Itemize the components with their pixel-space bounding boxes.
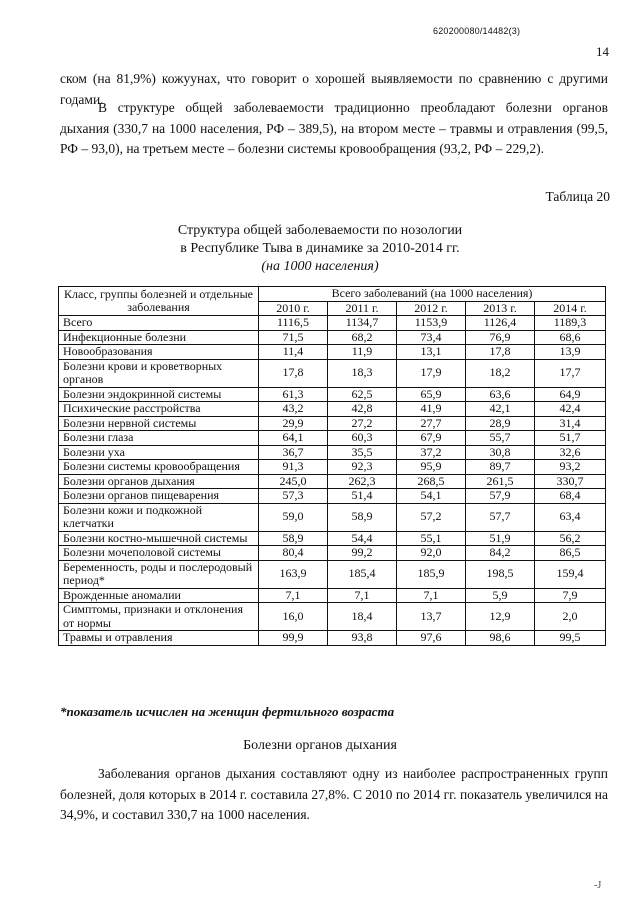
header-year: 2013 г. <box>466 301 535 316</box>
row-value: 58,9 <box>328 503 397 531</box>
row-class-name: Болезни мочеполовой системы <box>59 546 259 561</box>
row-class-name: Беременность, роды и послеродовый период* <box>59 560 259 588</box>
row-class-name: Новообразования <box>59 345 259 360</box>
row-value: 261,5 <box>466 474 535 489</box>
table-row <box>59 588 606 603</box>
row-value: 1153,9 <box>397 316 466 331</box>
row-value: 17,7 <box>535 359 606 387</box>
table-row <box>59 503 606 531</box>
row-value: 51,4 <box>328 489 397 504</box>
row-value: 63,4 <box>535 503 606 531</box>
table-row <box>59 531 606 546</box>
table-row <box>59 489 606 504</box>
row-value: 159,4 <box>535 560 606 588</box>
row-value: 97,6 <box>397 631 466 646</box>
row-value: 55,7 <box>466 431 535 446</box>
table-row <box>59 345 606 360</box>
row-value: 12,9 <box>466 603 535 631</box>
row-class-name: Болезни уха <box>59 445 259 460</box>
row-value: 93,2 <box>535 460 606 475</box>
row-value: 95,9 <box>397 460 466 475</box>
table-label: Таблица 20 <box>545 189 610 204</box>
table-row <box>59 460 606 475</box>
row-value: 51,7 <box>535 431 606 446</box>
row-value: 17,8 <box>259 359 328 387</box>
morbidity-table <box>58 286 606 646</box>
section-heading: Болезни органов дыхания <box>243 738 397 753</box>
row-value: 32,6 <box>535 445 606 460</box>
corner-mark: -J <box>594 880 602 891</box>
row-class-name: Болезни нервной системы <box>59 416 259 431</box>
page-number: 14 <box>596 44 609 59</box>
row-value: 330,7 <box>535 474 606 489</box>
row-value: 1126,4 <box>466 316 535 331</box>
paragraph-intro: ском (на 81,9%) кожуунах, что говорит о хорошей выявляемости по сравнению с другими годами. <box>60 71 608 107</box>
table-row <box>59 359 606 387</box>
row-value: 67,9 <box>397 431 466 446</box>
row-value: 73,4 <box>397 330 466 345</box>
table-title <box>0 222 640 276</box>
row-value: 7,1 <box>328 588 397 603</box>
row-value: 1134,7 <box>328 316 397 331</box>
header-year: 2012 г. <box>397 301 466 316</box>
row-value: 43,2 <box>259 402 328 417</box>
row-value: 1116,5 <box>259 316 328 331</box>
row-value: 64,1 <box>259 431 328 446</box>
row-value: 51,9 <box>466 531 535 546</box>
row-value: 65,9 <box>397 387 466 402</box>
row-value: 17,9 <box>397 359 466 387</box>
row-value: 42,8 <box>328 402 397 417</box>
header-year: 2014 г. <box>535 301 606 316</box>
row-class-name: Болезни глаза <box>59 431 259 446</box>
table-row <box>59 445 606 460</box>
row-value: 57,9 <box>466 489 535 504</box>
table-title-units: (на 1000 населения) <box>261 259 379 274</box>
row-value: 163,9 <box>259 560 328 588</box>
row-value: 63,6 <box>466 387 535 402</box>
row-value: 18,2 <box>466 359 535 387</box>
row-class-name: Болезни кожи и подкожной клетчатки <box>59 503 259 531</box>
row-class-name: Всего <box>59 316 259 331</box>
row-value: 91,3 <box>259 460 328 475</box>
row-value: 57,7 <box>466 503 535 531</box>
table-title-line1: Структура общей заболеваемости по нозологии <box>177 223 463 238</box>
header-class: Класс, группы болезней и отдельные заболевания <box>59 287 259 316</box>
row-value: 55,1 <box>397 531 466 546</box>
row-class-name: Болезни крови и кроветворных органов <box>59 359 259 387</box>
row-class-name: Болезни органов пищеварения <box>59 489 259 504</box>
table-row <box>59 546 606 561</box>
header-total: Всего заболеваний (на 1000 населения) <box>259 287 606 302</box>
row-value: 89,7 <box>466 460 535 475</box>
row-value: 29,9 <box>259 416 328 431</box>
row-value: 185,4 <box>328 560 397 588</box>
row-value: 27,7 <box>397 416 466 431</box>
row-value: 42,1 <box>466 402 535 417</box>
row-value: 71,5 <box>259 330 328 345</box>
row-value: 68,6 <box>535 330 606 345</box>
row-value: 13,7 <box>397 603 466 631</box>
row-value: 11,4 <box>259 345 328 360</box>
header-year: 2010 г. <box>259 301 328 316</box>
row-value: 76,9 <box>466 330 535 345</box>
row-value: 57,3 <box>259 489 328 504</box>
row-value: 262,3 <box>328 474 397 489</box>
row-value: 92,0 <box>397 546 466 561</box>
table-row <box>59 402 606 417</box>
row-value: 93,8 <box>328 631 397 646</box>
table-row <box>59 387 606 402</box>
row-value: 62,5 <box>328 387 397 402</box>
footnote: *показатель исчислен на женщин фертильного возраста <box>60 704 395 719</box>
row-class-name: Симптомы, признаки и отклонения от нормы <box>59 603 259 631</box>
row-value: 268,5 <box>397 474 466 489</box>
row-value: 35,5 <box>328 445 397 460</box>
row-value: 41,9 <box>397 402 466 417</box>
table-row <box>59 603 606 631</box>
row-value: 59,0 <box>259 503 328 531</box>
row-value: 198,5 <box>466 560 535 588</box>
row-value: 92,3 <box>328 460 397 475</box>
paragraph-structure: В структуре общей заболеваемости традиционно преобладают болезни органов дыхания (330,7 на 1000 населения, РФ – 389,5), на втором месте – травмы и отравления (99,5, РФ – 93,0), на третьем месте – болезни системы кровообращения (93,2, РФ – 229,2). <box>60 100 608 156</box>
row-value: 13,9 <box>535 345 606 360</box>
row-value: 68,4 <box>535 489 606 504</box>
row-class-name: Психические расстройства <box>59 402 259 417</box>
row-value: 56,2 <box>535 531 606 546</box>
table-row <box>59 631 606 646</box>
row-value: 185,9 <box>397 560 466 588</box>
row-value: 57,2 <box>397 503 466 531</box>
row-value: 11,9 <box>328 345 397 360</box>
row-value: 7,1 <box>259 588 328 603</box>
row-value: 37,2 <box>397 445 466 460</box>
row-class-name: Болезни системы кровообращения <box>59 460 259 475</box>
row-value: 18,3 <box>328 359 397 387</box>
row-value: 54,4 <box>328 531 397 546</box>
row-value: 99,9 <box>259 631 328 646</box>
row-value: 2,0 <box>535 603 606 631</box>
row-class-name: Болезни органов дыхания <box>59 474 259 489</box>
row-value: 5,9 <box>466 588 535 603</box>
table-row <box>59 560 606 588</box>
document-id: 620200080/14482(3) <box>433 26 521 36</box>
header-year: 2011 г. <box>328 301 397 316</box>
paragraph-respiratory: Заболевания органов дыхания составляют одну из наиболее распространенных групп болезней, доля которых в 2014 г. составила 27,8%. С 2010 по 2014 гг. показатель увеличился на 34,9%, и составил 330,7 на 1000 населения. <box>60 766 608 822</box>
row-value: 99,2 <box>328 546 397 561</box>
row-value: 7,1 <box>397 588 466 603</box>
table-row <box>59 316 606 331</box>
row-value: 99,5 <box>535 631 606 646</box>
row-value: 7,9 <box>535 588 606 603</box>
table-row <box>59 431 606 446</box>
row-value: 27,2 <box>328 416 397 431</box>
row-value: 60,3 <box>328 431 397 446</box>
row-value: 86,5 <box>535 546 606 561</box>
row-value: 13,1 <box>397 345 466 360</box>
table-title-line2: в Республике Тыва в динамике за 2010-2014 гг. <box>180 241 460 256</box>
row-value: 61,3 <box>259 387 328 402</box>
row-class-name: Инфекционные болезни <box>59 330 259 345</box>
row-value: 80,4 <box>259 546 328 561</box>
row-value: 54,1 <box>397 489 466 504</box>
table-row <box>59 416 606 431</box>
row-class-name: Врожденные аномалии <box>59 588 259 603</box>
row-value: 245,0 <box>259 474 328 489</box>
row-value: 30,8 <box>466 445 535 460</box>
row-value: 17,8 <box>466 345 535 360</box>
row-class-name: Травмы и отравления <box>59 631 259 646</box>
row-value: 64,9 <box>535 387 606 402</box>
row-value: 1189,3 <box>535 316 606 331</box>
row-class-name: Болезни костно-мышечной системы <box>59 531 259 546</box>
table-row <box>59 474 606 489</box>
row-value: 58,9 <box>259 531 328 546</box>
table-row <box>59 330 606 345</box>
row-value: 28,9 <box>466 416 535 431</box>
row-value: 16,0 <box>259 603 328 631</box>
row-value: 98,6 <box>466 631 535 646</box>
row-value: 84,2 <box>466 546 535 561</box>
row-value: 18,4 <box>328 603 397 631</box>
row-class-name: Болезни эндокринной системы <box>59 387 259 402</box>
row-value: 68,2 <box>328 330 397 345</box>
row-value: 36,7 <box>259 445 328 460</box>
row-value: 31,4 <box>535 416 606 431</box>
row-value: 42,4 <box>535 402 606 417</box>
